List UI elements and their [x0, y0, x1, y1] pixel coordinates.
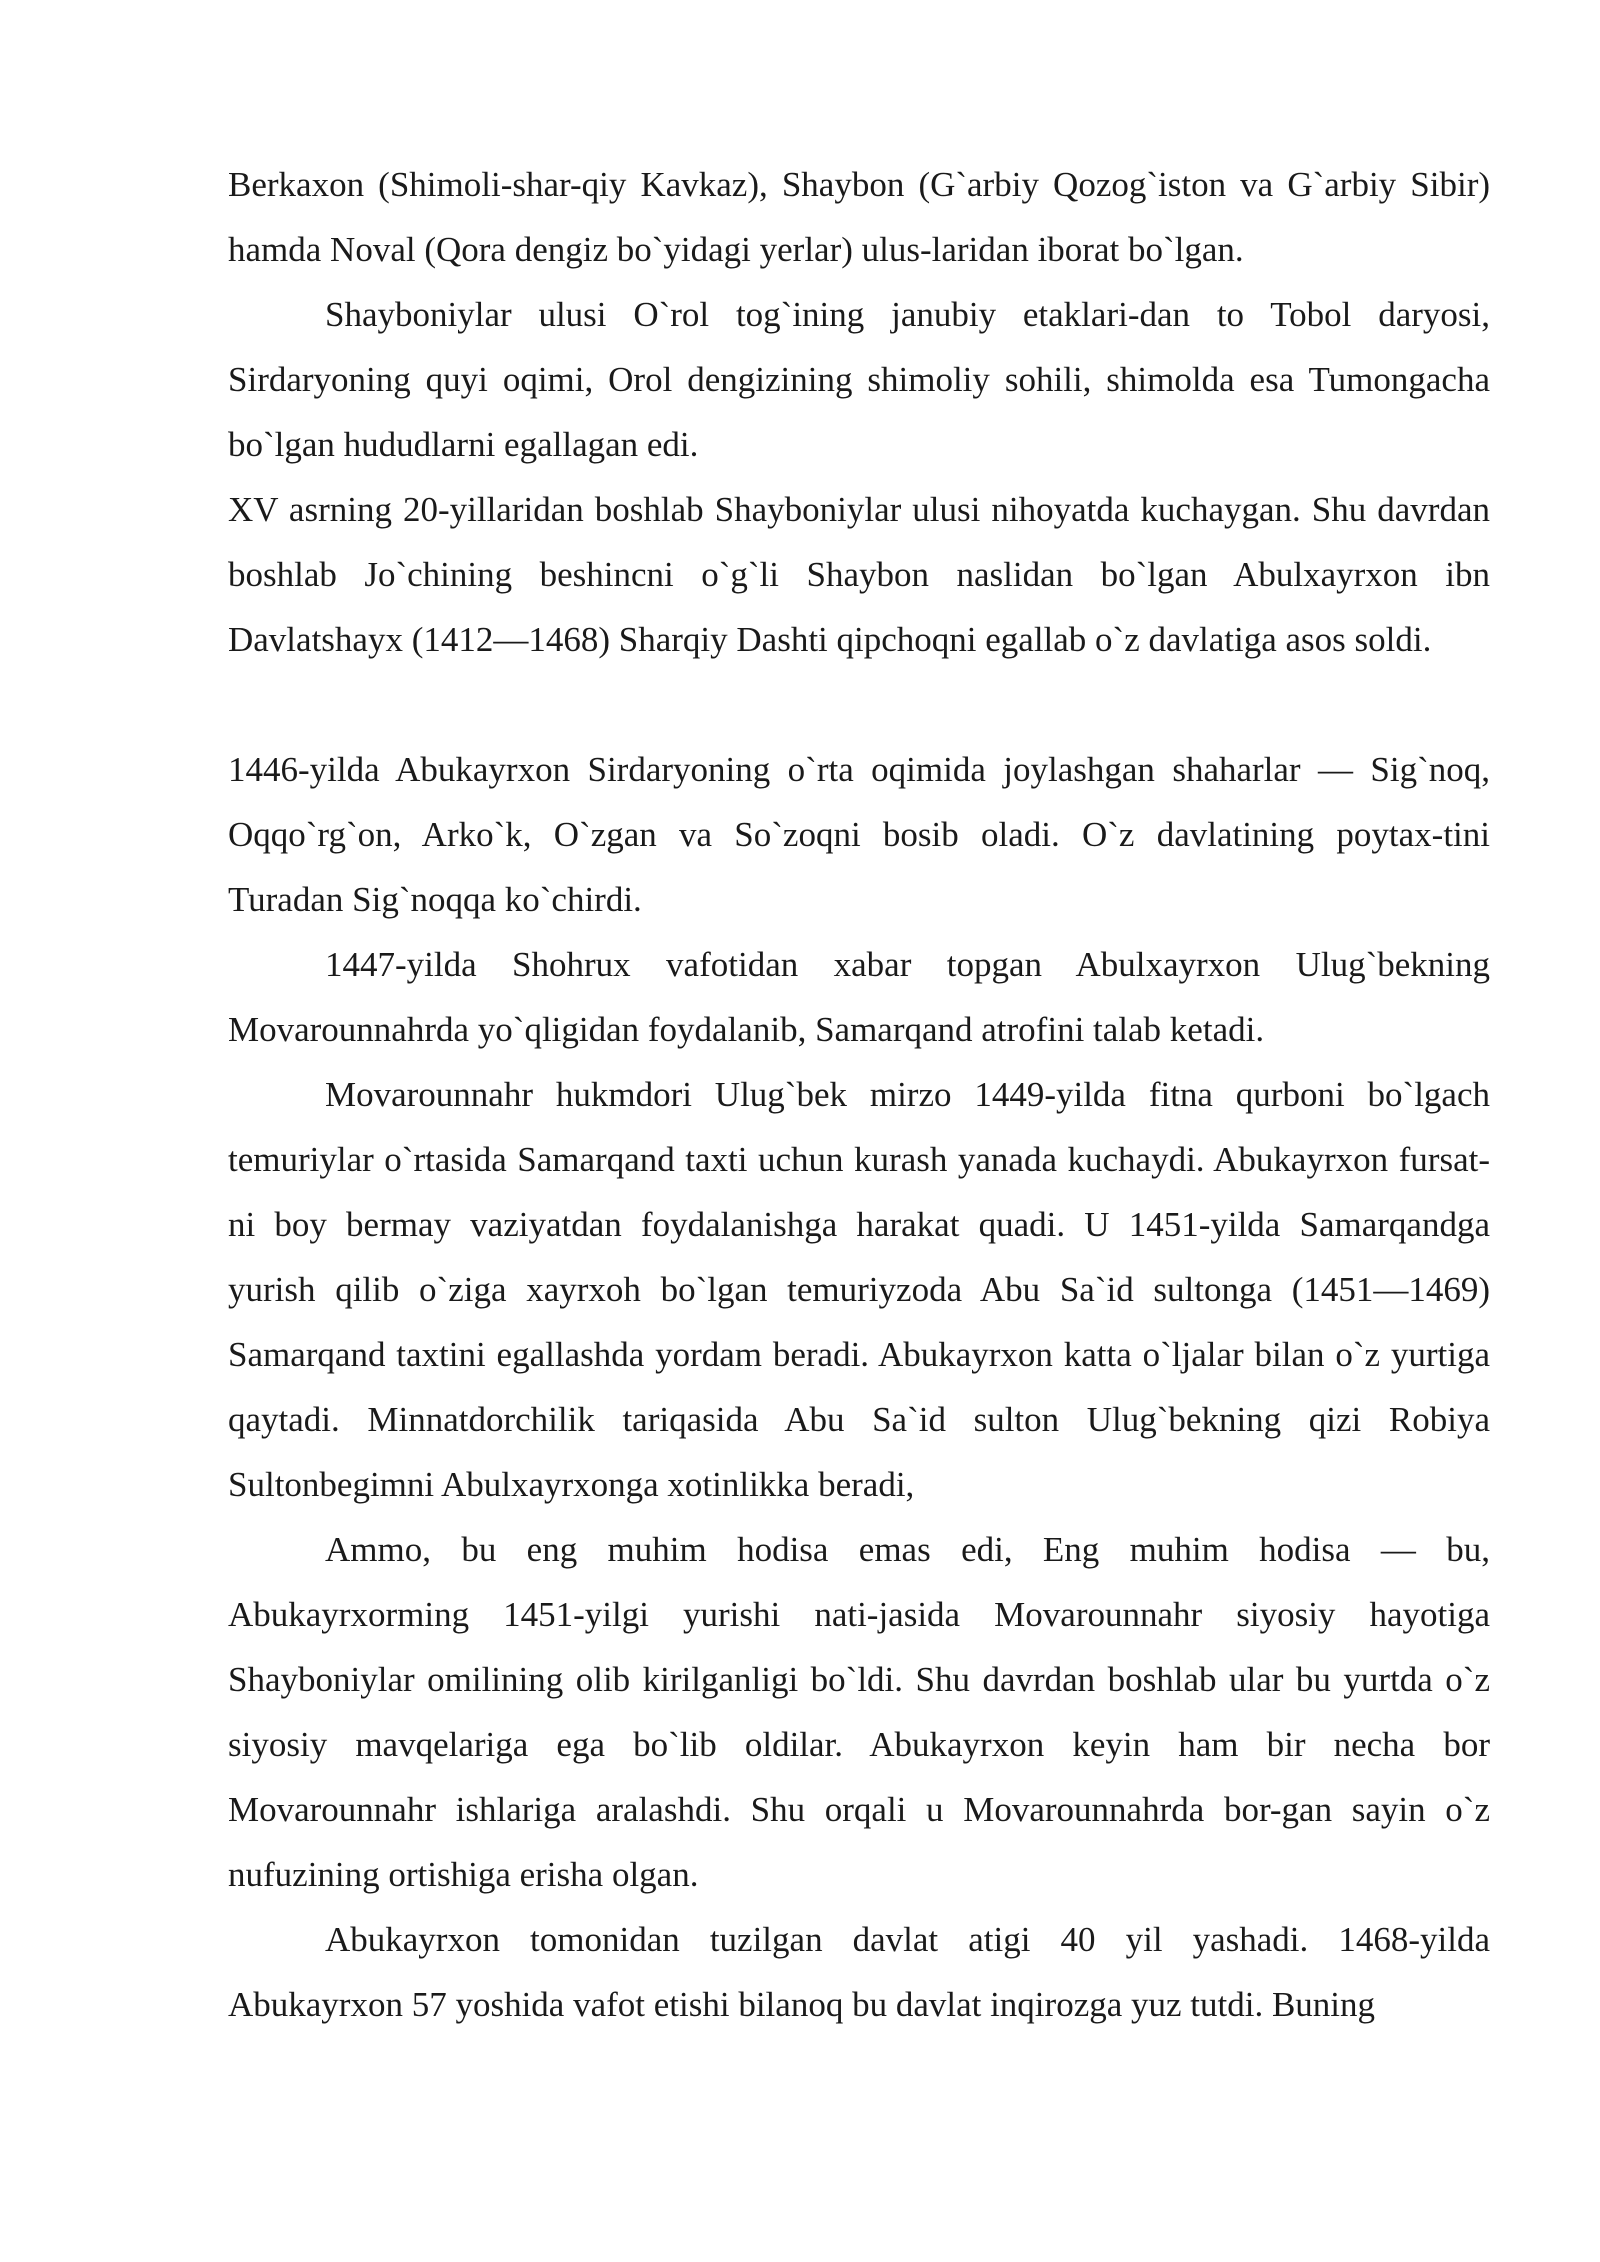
- paragraph-berkaxon: Berkaxon (Shimoli-shar-qiy Kavkaz), Shaybon (G`arbiy Qozog`iston va G`arbiy Sibir) hamda Noval (Qora dengiz bo`yidagi yerlar) ulus-laridan iborat bo`lgan.: [228, 165, 1490, 269]
- paragraph-xv-asr: XV asrning 20-yillaridan boshlab Shayboniylar ulusi nihoyatda kuchaygan. Shu davrdan boshlab Jo`chining beshincni o`g`li Shaybon naslidan bo`lgan Abulxayrxon ibn Davlatshayx (1412—1468) Sharqiy Dashti qipchoqni egallab o`z davlatiga asos soldi.: [228, 490, 1490, 659]
- paragraph-ulugbek: Movarounnahr hukmdori Ulug`bek mirzo 1449-yilda fitna qurboni bo`lgach temuriylar o`rtasida Samarqand taxti uchun kurash yanada kuchaydi. Abukayrxon fursat-ni boy bermay vaziyatdan foydalanishga harakat quadi. U 1451-yilda Samarqandga yurish qilib o`ziga xayrxoh bo`lgan temuriyzoda Abu Sa`id sultonga (1451—1469) Samarqand taxtini egallashda yordam beradi. Abukayrxon katta o`ljalar bilan o`z yurtiga qaytadi. Minnatdorchilik tariqasida Abu Sa`id sulton Ulug`bekning qizi Robiya Sultonbegimni Abulxayrxonga xotinlikka beradi,: [228, 1075, 1490, 1504]
- paragraph-ammo: Ammo, bu eng muhim hodisa emas edi, Eng muhim hodisa — bu, Abukayrxorming 1451-yilgi yurishi nati-jasida Movarounnahr siyosiy hayotiga Shayboniylar omilining olib kirilganligi bo`ldi. Shu davrdan boshlab ular bu yurtda o`z siyosiy mavqelariga ega bo`lib oldilar. Abukayrxon keyin ham bir necha bor Movarounnahr ishlariga aralashdi. Shu orqali u Movarounnahrda bor-gan sayin o`z nufuzining ortishiga erisha olgan.: [228, 1530, 1490, 1894]
- paragraph-davlat-yashadi: Abukayrxon tomonidan tuzilgan davlat atigi 40 yil yashadi. 1468-yilda Abukayrxon 57 yoshida vafot etishi bilanoq bu davlat inqirozga yuz tutdi. Buning: [228, 1920, 1490, 2024]
- paragraph-1447-yil: 1447-yilda Shohrux vafotidan xabar topgan Abulxayrxon Ulug`bekning Movarounnahrda yo`qligidan foydalanib, Samarqand atrofini talab ketadi.: [228, 945, 1490, 1049]
- paragraph-1446-yil: 1446-yilda Abukayrxon Sirdaryoning o`rta oqimida joylashgan shaharlar — Sig`noq, Oqqo`rg`on, Arko`k, O`zgan va So`zoqni bosib oladi. O`z davlatining poytax-tini Turadan Sig`noqqa ko`chirdi.: [228, 750, 1490, 919]
- paragraph-shayboniylar-ulusi: Shayboniylar ulusi O`rol tog`ining janubiy etaklari-dan to Tobol daryosi, Sirdaryoning quyi oqimi, Orol dengizining shimoliy sohili, shimolda esa Tumongacha bo`lgan hududlarni egallagan edi.: [228, 295, 1490, 464]
